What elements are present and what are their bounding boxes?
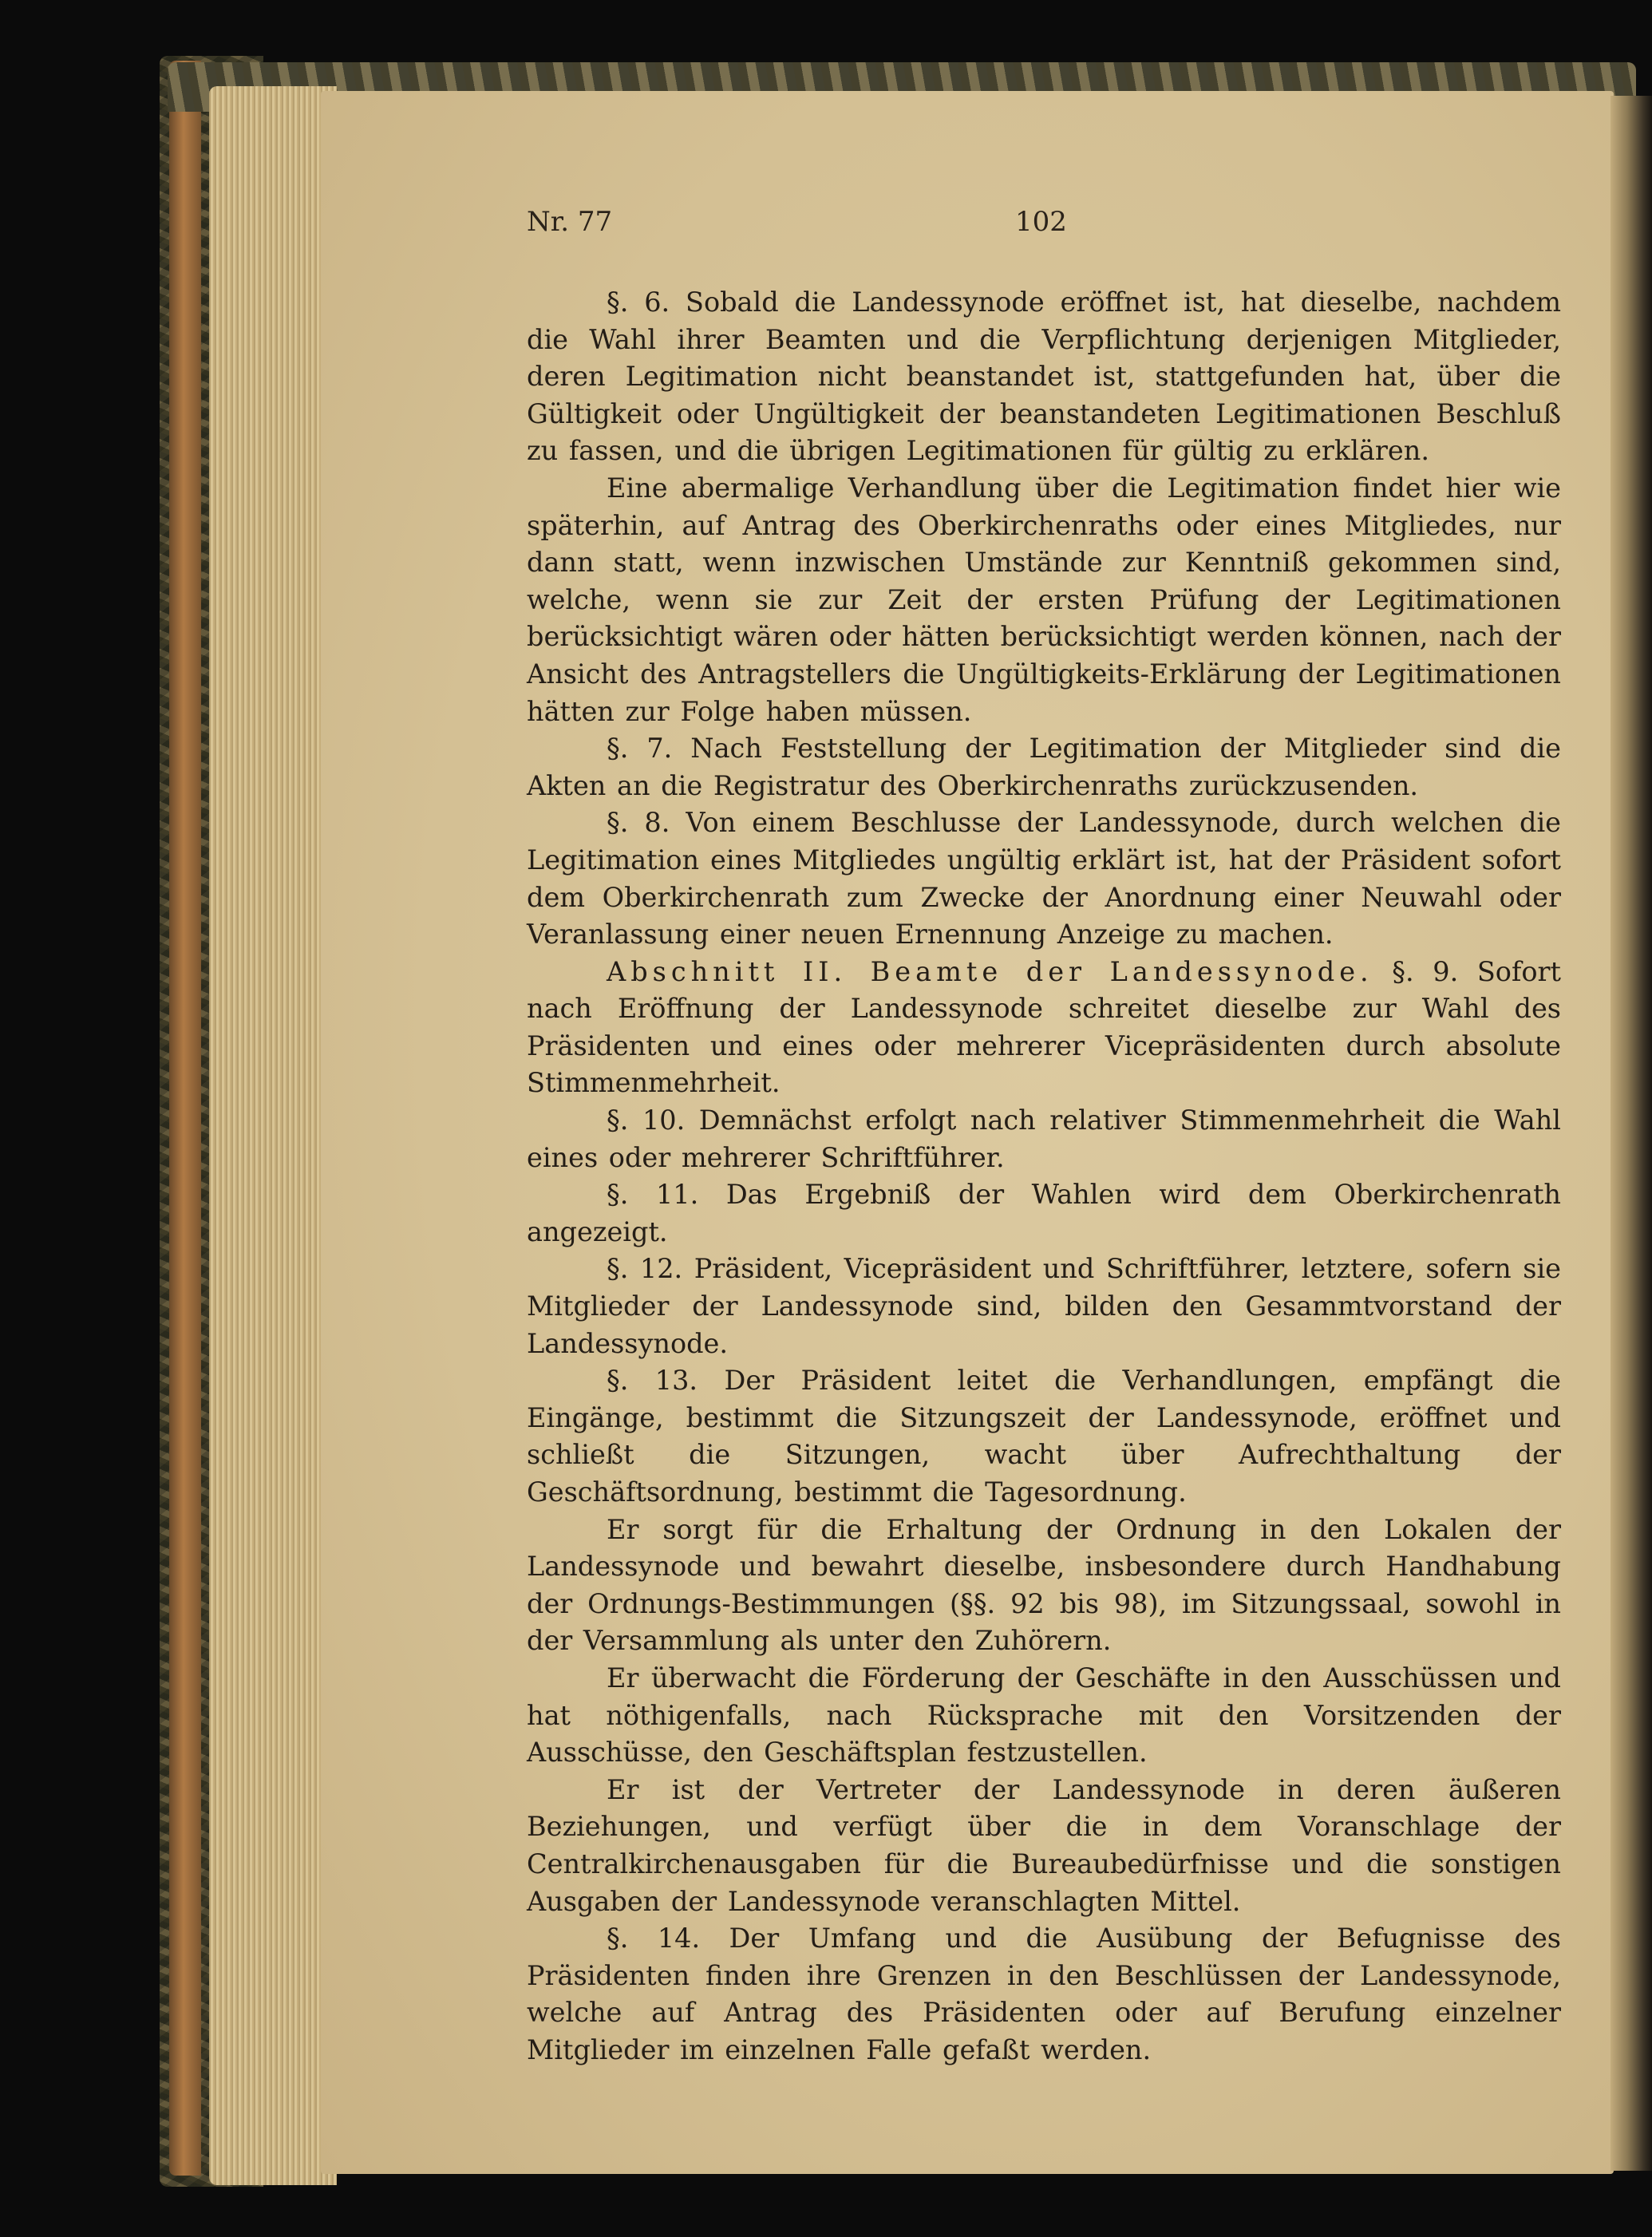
page-gutter [1611,96,1652,2171]
paragraph: §. 6. Sobald die Landessynode eröffnet ist, hat dieselbe, nachdem die Wahl ihrer Beamten und die Verpflichtung derjenigen Mitglieder, deren Legitimation nicht beanstandet ist, stattgefunden hat, über die Gültigkeit oder Ungültigkeit der beanstandeten Legitimationen Beschluß zu fassen, und die übrigen Legitimationen für gültig zu erklären. [527,287,1561,467]
paragraph: §. 11. Das Ergebniß der Wahlen wird dem Oberkirchenrath angezeigt. [527,1179,1561,1247]
paragraph: §. 7. Nach Feststellung der Legitimation der Mitglieder sind die Akten an die Registratur des Oberkirchenraths zurückzusenden. [527,733,1561,801]
section-heading: Abschnitt II. Beamte der Landessynode. [607,955,1373,987]
page-number: 102 [1015,206,1067,238]
paragraph: Er überwacht die Förderung der Geschäfte in den Ausschüssen und hat nöthigenfalls, nach Rücksprache mit den Vorsitzenden der Ausschüsse, den Geschäftsplan festzustellen. [527,1662,1561,1769]
paragraph: §. 13. Der Präsident leitet die Verhandlungen, empfängt die Eingänge, bestimmt die Sitzungszeit der Landessynode, eröffnet und schließt die Sitzungen, wacht über Aufrechthaltung der Geschäftsordnung, bestimmt die Tagesordnung. [527,1365,1561,1508]
paragraph: §. 10. Demnächst erfolgt nach relativer Stimmenmehrheit die Wahl eines oder mehrerer Schriftführer. [527,1105,1561,1173]
paragraph: §. 9. Sofort nach Eröffnung der Landessynode schreitet dieselbe zur Wahl des Präsidenten und eines oder mehrerer Vicepräsidenten durch absolute Stimmenmehrheit. [527,955,1561,1099]
running-head [527,206,1564,246]
paragraph: §. 12. Präsident, Vicepräsident und Schriftführer, letztere, sofern sie Mitglieder der Landessynode sind, bilden den Gesammtvorstand der Landessynode. [527,1253,1561,1359]
paragraph: Er ist der Vertreter der Landessynode in deren äußeren Beziehungen, und verfügt über die in dem Voranschlage der Centralkirchenausgaben für die Bureaubedürfnisse und die sonstigen Ausgaben der Landessynode veranschlagten Mittel. [527,1773,1561,1917]
paragraph: §. 8. Von einem Beschlusse der Landessynode, durch welchen die Legitimation eines Mitgliedes ungültig erklärt ist, hat der Präsident sofort dem Oberkirchenrath zum Zwecke der Anordnung einer Neuwahl oder Veranlassung einer neuen Ernennung Anzeige zu machen. [527,807,1561,951]
book-spine-edge [169,61,201,2176]
section-paragraph [527,954,1561,1102]
page-edges [209,86,337,2185]
paragraph: Er sorgt für die Erhaltung der Ordnung in den Lokalen der Landessynode und bewahrt dieselbe, insbesondere durch Handhabung der Ordnungs-Bestimmungen (§§. 92 bis 98), im Sitzungssaal, sowohl in der Versammlung als unter den Zuhörern. [527,1513,1561,1657]
body-text [527,284,1561,2069]
paragraph: Eine abermalige Verhandlung über die Legitimation findet hier wie späterhin, auf Antrag des Oberkirchenraths oder eines Mitgliedes, nur dann statt, wenn inzwischen Umstände zur Kenntniß gekommen sind, welche, wenn sie zur Zeit der ersten Prüfung der Legitimationen berücksichtigt wären oder hätten berücksichtigt werden können, nach der Ansicht des Antragstellers die Ungültigkeits-Erklärung der Legitimationen hätten zur Folge haben müssen. [527,472,1561,727]
paragraph: §. 14. Der Umfang und die Ausübung der Befugnisse des Präsidenten finden ihre Grenzen in den Beschlüssen der Landessynode, welche auf Antrag des Präsidenten oder auf Berufung einzelner Mitglieder im einzelnen Falle gefaßt werden. [527,1923,1561,2065]
issue-number: Nr. 77 [527,206,613,238]
